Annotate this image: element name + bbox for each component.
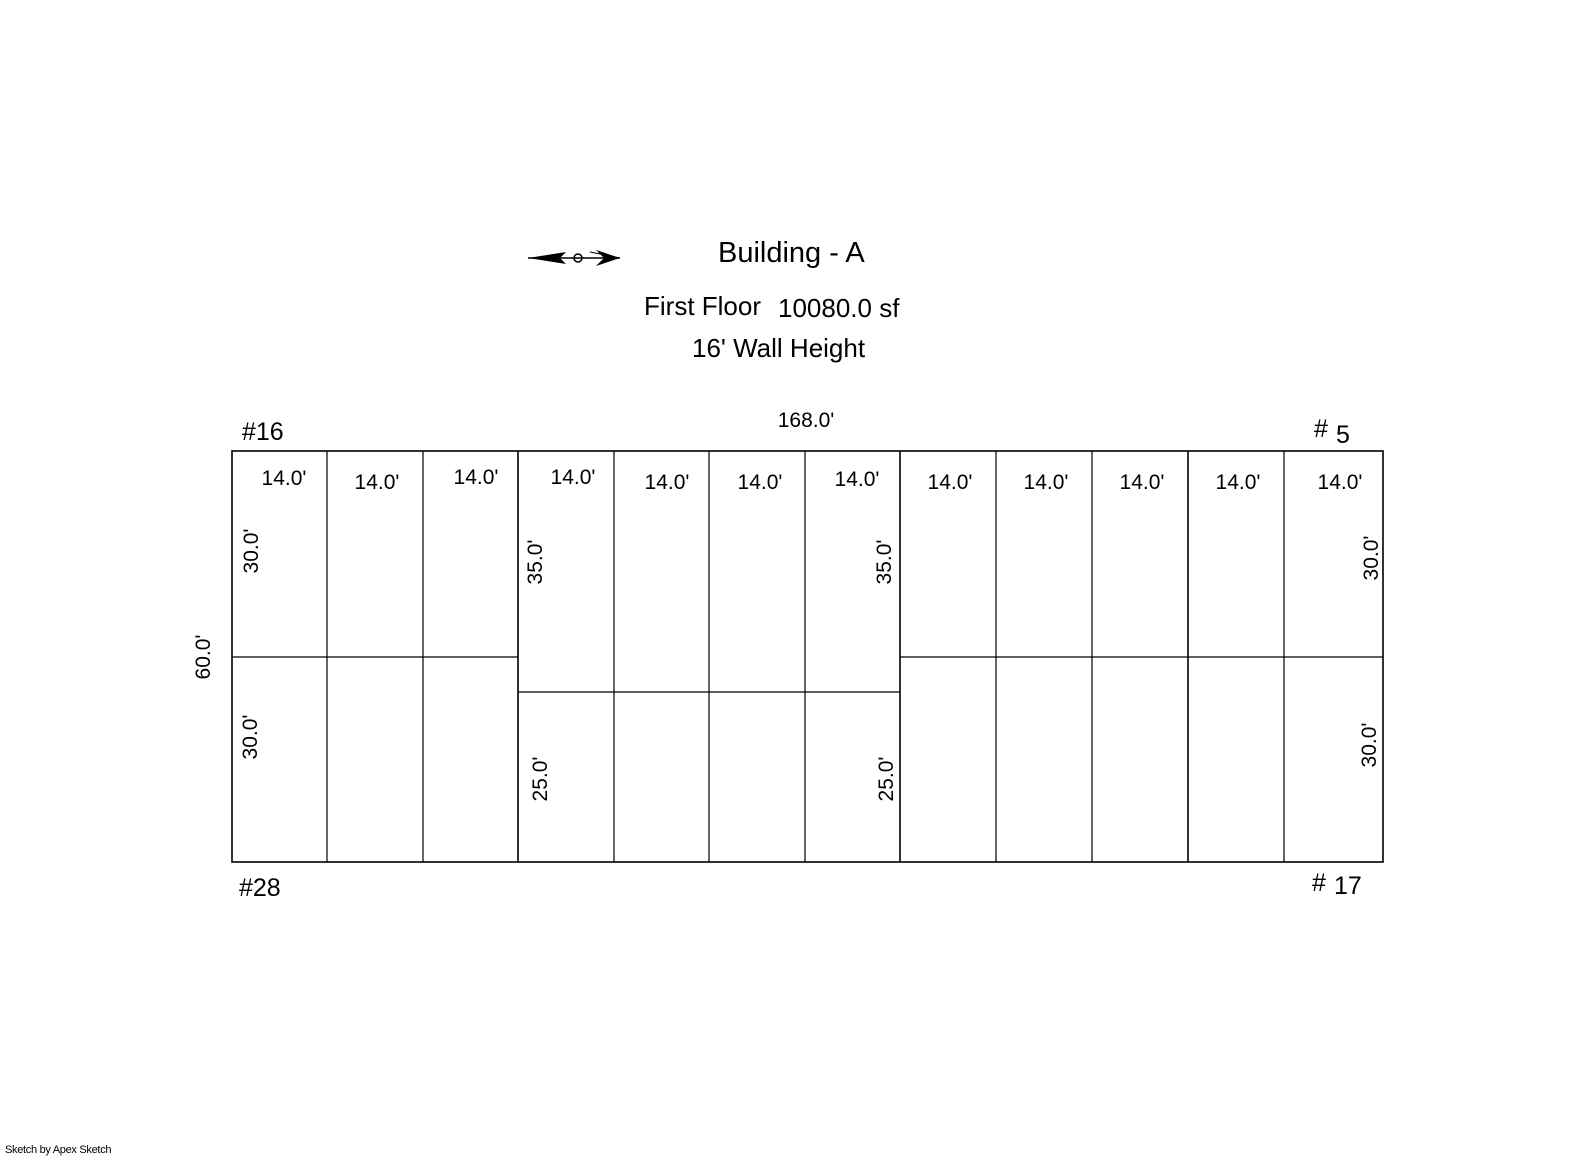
overall-width-label: 168.0' (777, 409, 835, 432)
corner-label-top-left: #16 (242, 418, 284, 446)
corner-label-bottom-right-num: 17 (1334, 872, 1362, 900)
bay-width-label: 14.0' (1317, 471, 1363, 494)
bay-width-label: 14.0' (354, 471, 400, 494)
bay-width-label: 14.0' (737, 471, 783, 494)
bay-width-label: 14.0' (1023, 471, 1069, 494)
bay-width-label: 14.0' (927, 471, 973, 494)
wall-height: 16' Wall Height (692, 333, 866, 363)
bay-width-label: 14.0' (550, 466, 596, 489)
corner-label-top-right-hash: # (1314, 415, 1328, 443)
bay-width-label: 14.0' (1119, 471, 1165, 494)
corner-label-bottom-right-hash: # (1312, 869, 1326, 897)
north-arrow-icon (528, 250, 620, 266)
corner-label-bottom-left: #28 (239, 874, 281, 902)
right-lower-depth-label: 30.0' (1358, 722, 1381, 768)
mid-left-upper-depth-label: 35.0' (524, 539, 547, 585)
right-upper-depth-label: 30.0' (1360, 535, 1383, 581)
bay-width-label: 14.0' (834, 468, 880, 491)
mid-right-upper-depth-label: 35.0' (873, 539, 896, 585)
mid-right-lower-depth-label: 25.0' (875, 756, 898, 802)
bay-width-label: 14.0' (1215, 471, 1261, 494)
bay-width-label: 14.0' (261, 467, 307, 490)
floor-area: 10080.0 sf (778, 293, 900, 323)
sketch-credit: Sketch by Apex Sketch (5, 1144, 112, 1156)
corner-label-top-right-num: 5 (1336, 421, 1350, 449)
bay-width-label: 14.0' (644, 471, 690, 494)
building-title: Building - A (718, 237, 865, 269)
left-upper-depth-label: 30.0' (240, 528, 263, 574)
overall-depth-label: 60.0' (192, 634, 215, 680)
bay-width-label: 14.0' (453, 466, 499, 489)
floor-label: First Floor (644, 291, 761, 321)
mid-left-lower-depth-label: 25.0' (529, 756, 552, 802)
left-lower-depth-label: 30.0' (239, 714, 262, 760)
